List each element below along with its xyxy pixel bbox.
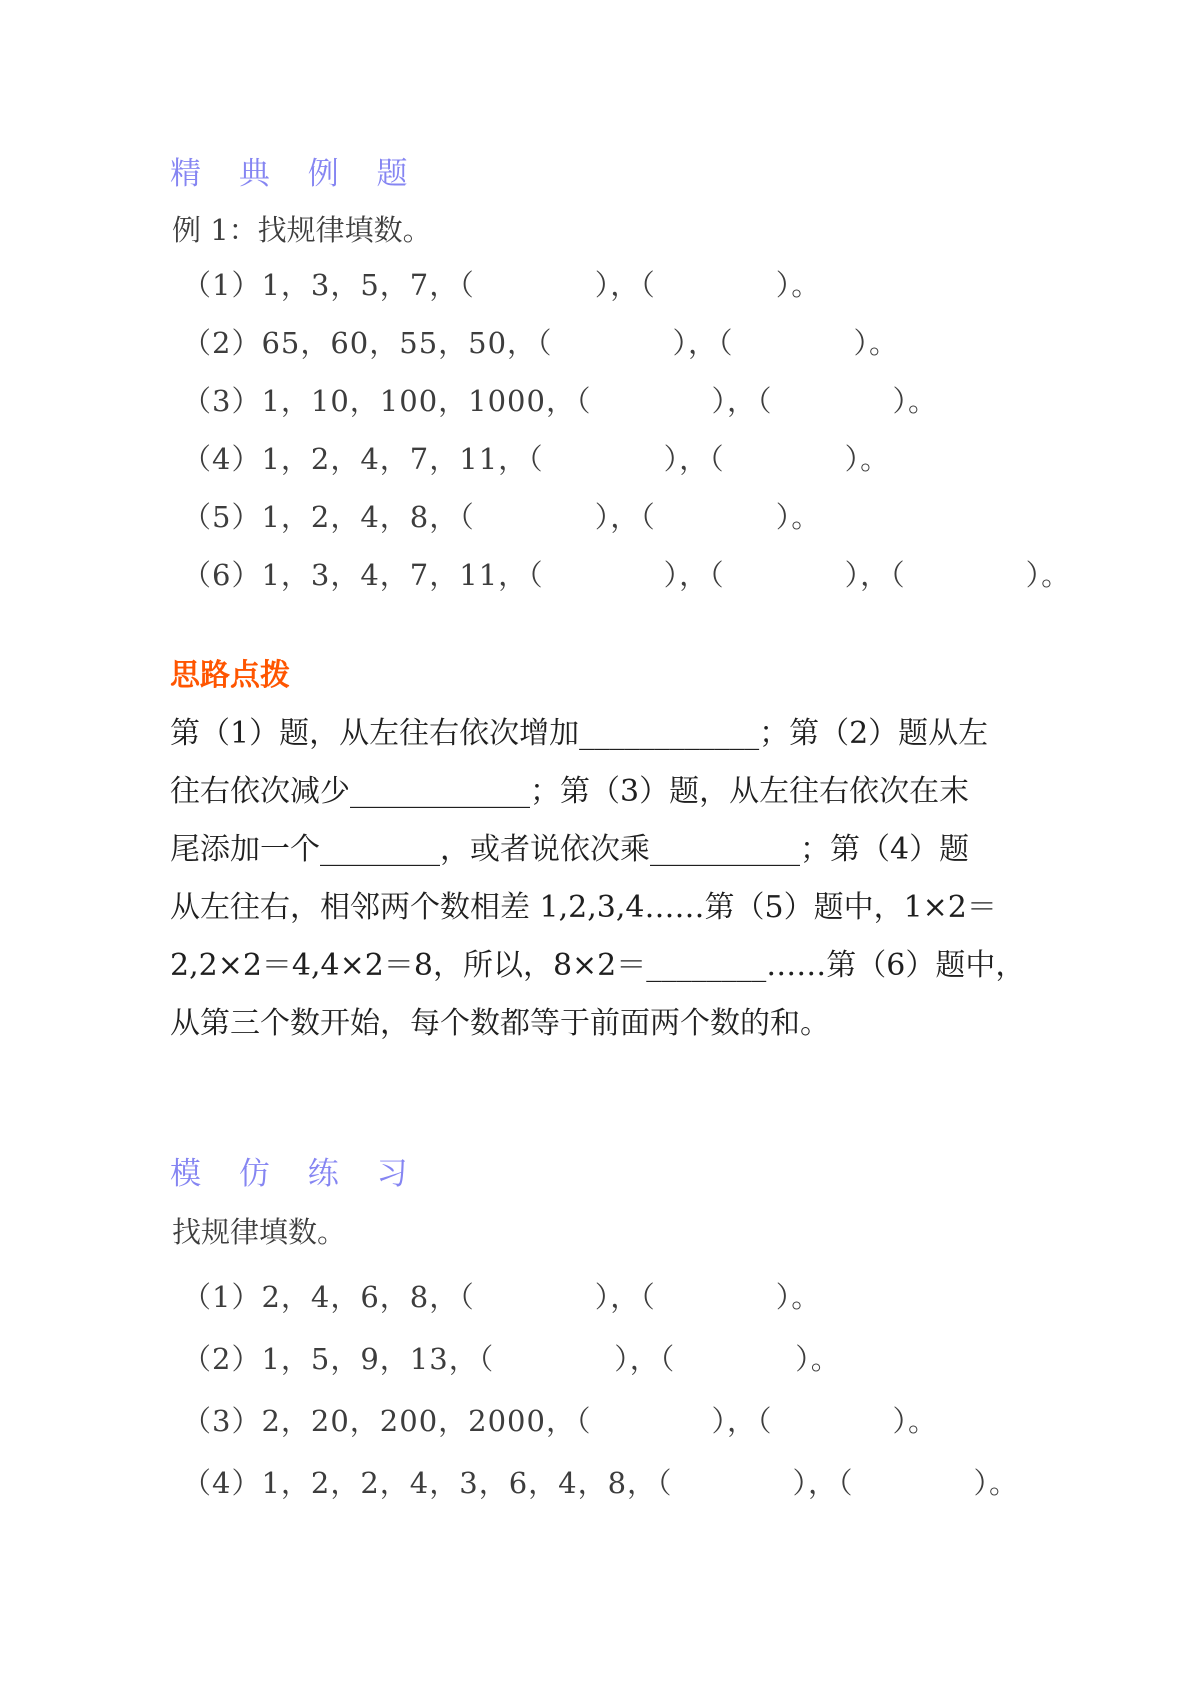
classic-problems-list: [182, 256, 1162, 604]
practice-intro: 找规律填数。: [172, 1215, 347, 1249]
thinking-tips-heading: 思路点拨: [170, 658, 290, 693]
tip-line: 往右依次减少____________；第（3）题，从左往右依次在末: [170, 774, 970, 809]
problem-line: （2）65，60，55，50，（ ），（ ）。: [182, 326, 900, 360]
thinking-tips-paragraph: [170, 705, 1070, 1053]
problem-line: （4）1，2，2，4，3，6，4，8，（ ），（ ）。: [182, 1466, 1020, 1500]
problem-line: （3）1，10，100，1000，（ ），（ ）。: [182, 384, 938, 418]
tip-line: 第（1）题，从左往右依次增加____________；第（2）题从左: [170, 716, 989, 751]
tip-line: 尾添加一个________，或者说依次乘__________；第（4）题: [170, 832, 970, 867]
example-1-title: 例 1：找规律填数。: [172, 213, 432, 247]
tip-line: 从第三个数开始，每个数都等于前面两个数的和。: [170, 1006, 830, 1041]
classic-examples-heading: 精 典 例 题: [170, 156, 422, 192]
problem-line: （5）1，2，4，8，（ ），（ ）。: [182, 500, 822, 534]
problem-line: （4）1，2，4，7，11，（ ），（ ）。: [182, 442, 891, 476]
problem-line: （6）1，3，4，7，11，（ ），（ ），（ ）。: [182, 558, 1072, 592]
problem-line: （3）2，20，200，2000，（ ），（ ）。: [182, 1404, 938, 1438]
imitation-practice-heading: 模 仿 练 习: [170, 1156, 422, 1192]
tip-line: 从左往右，相邻两个数相差 1,2,3,4……第（5）题中，1×2＝: [170, 890, 997, 925]
problem-line: （1）1，3，5，7，（ ），（ ）。: [182, 268, 822, 302]
tip-line: 2,2×2＝4,4×2＝8，所以，8×2＝________……第（6）题中，: [170, 948, 1026, 983]
practice-problems-list: [182, 1266, 1162, 1514]
problem-line: （1）2，4，6，8，（ ），（ ）。: [182, 1280, 822, 1314]
problem-line: （2）1，5，9，13，（ ），（ ）。: [182, 1342, 841, 1376]
